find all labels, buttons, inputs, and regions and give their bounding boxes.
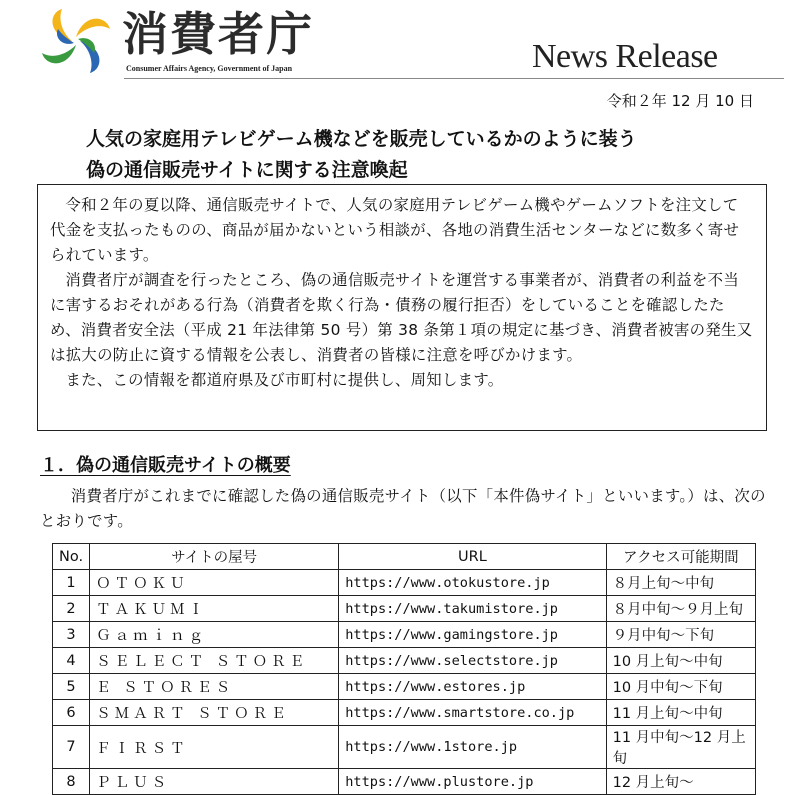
row-access-period: 10 月上旬～中旬 bbox=[606, 648, 755, 674]
news-release-label: News Release bbox=[532, 38, 718, 75]
row-access-period: ８月中旬～９月上旬 bbox=[606, 596, 755, 622]
table-row bbox=[53, 726, 756, 769]
section-1-body: 消費者庁がこれまでに確認した偽の通信販売サイト（以下「本件偽サイト」といいます。）は、次のとおりです。 bbox=[40, 487, 766, 530]
summary-paragraph-3: また、この情報を都道府県及び市町村に提供し、周知します。 bbox=[65, 371, 504, 389]
row-no: 7 bbox=[53, 726, 90, 769]
table-row bbox=[53, 622, 756, 648]
row-site-name: ＦＩＲＳＴ bbox=[90, 726, 339, 769]
row-no: 5 bbox=[53, 674, 90, 700]
row-url: https://www.selectstore.jp bbox=[339, 648, 606, 674]
header-site-name: サイトの屋号 bbox=[90, 544, 339, 570]
table-row bbox=[53, 700, 756, 726]
table-row bbox=[53, 769, 756, 795]
row-access-period: ８月上旬～中旬 bbox=[606, 570, 755, 596]
title-line-2: 偽の通信販売サイトに関する注意喚起 bbox=[86, 159, 408, 181]
row-access-period: ９月中旬～下旬 bbox=[606, 622, 755, 648]
row-url: https://www.estores.jp bbox=[339, 674, 606, 700]
release-date: 令和２年 12 月 10 日 bbox=[606, 92, 754, 110]
fake-sites-table bbox=[52, 543, 756, 795]
row-access-period: 10 月中旬～下旬 bbox=[606, 674, 755, 700]
row-no: 8 bbox=[53, 769, 90, 795]
row-url: https://www.plustore.jp bbox=[339, 769, 606, 795]
row-no: 1 bbox=[53, 570, 90, 596]
row-site-name: Ｅ ＳＴＯＲＥＳ bbox=[90, 674, 339, 700]
row-site-name: Ｇａｍｉｎｇ bbox=[90, 622, 339, 648]
table-row bbox=[53, 596, 756, 622]
header-divider bbox=[124, 78, 784, 79]
agency-name: 消費者庁 bbox=[122, 7, 314, 61]
row-site-name: ＰＬＵＳ bbox=[90, 769, 339, 795]
row-access-period: 12 月上旬～ bbox=[606, 769, 755, 795]
row-url: https://www.takumistore.jp bbox=[339, 596, 606, 622]
header-url: URL bbox=[339, 544, 606, 570]
row-url: https://www.1store.jp bbox=[339, 726, 606, 769]
row-url: https://www.gamingstore.jp bbox=[339, 622, 606, 648]
row-access-period: 11 月中旬～12 月上旬 bbox=[606, 726, 755, 769]
row-site-name: ＳＥＬＥＣＴ ＳＴＯＲＥ bbox=[90, 648, 339, 674]
row-no: 3 bbox=[53, 622, 90, 648]
page-header bbox=[0, 0, 800, 88]
row-site-name: ＴＡＫＵＭＩ bbox=[90, 596, 339, 622]
agency-name-english: Consumer Affairs Agency, Government of Japan bbox=[126, 64, 293, 73]
header-access-period: アクセス可能期間 bbox=[606, 544, 755, 570]
row-no: 6 bbox=[53, 700, 90, 726]
row-no: 4 bbox=[53, 648, 90, 674]
row-site-name: ＳＭＡＲＴ ＳＴＯＲＥ bbox=[90, 700, 339, 726]
table-row bbox=[53, 674, 756, 700]
row-no: 2 bbox=[53, 596, 90, 622]
summary-paragraph-1: 令和２年の夏以降、通信販売サイトで、人気の家庭用テレビゲーム機やゲームソフトを注文して代金を支払ったものの、商品が届かないという相談が、各地の消費生活センターなどに数多く寄せられています。 bbox=[50, 196, 740, 264]
row-url: https://www.smartstore.co.jp bbox=[339, 700, 606, 726]
page-title bbox=[86, 124, 637, 186]
row-site-name: ＯＴＯＫＵ bbox=[90, 570, 339, 596]
caa-logo-icon bbox=[36, 8, 118, 74]
table-row bbox=[53, 570, 756, 596]
header-no: No. bbox=[53, 544, 90, 570]
table-header-row bbox=[53, 544, 756, 570]
table-row bbox=[53, 648, 756, 674]
title-line-1: 人気の家庭用テレビゲーム機などを販売しているかのように装う bbox=[86, 128, 637, 150]
row-url: https://www.otokustore.jp bbox=[339, 570, 606, 596]
summary-paragraph-2: 消費者庁が調査を行ったところ、偽の通信販売サイトを運営する事業者が、消費者の利益を不当に害するおそれがある行為（消費者を欺く行為・債務の履行拒否）をしていることを確認したため、消費者安全法（平成 21 年法律第 50 号）第 38 条第１項の規定に基づき、消費者被害の発生又は拡大の防止に資する情報を公表し、消費者の皆様に注意を呼びかけます。 bbox=[50, 271, 753, 364]
summary-box bbox=[37, 184, 767, 431]
section-1-heading: １．偽の通信販売サイトの概要 bbox=[40, 455, 291, 476]
row-access-period: 11 月上旬～中旬 bbox=[606, 700, 755, 726]
